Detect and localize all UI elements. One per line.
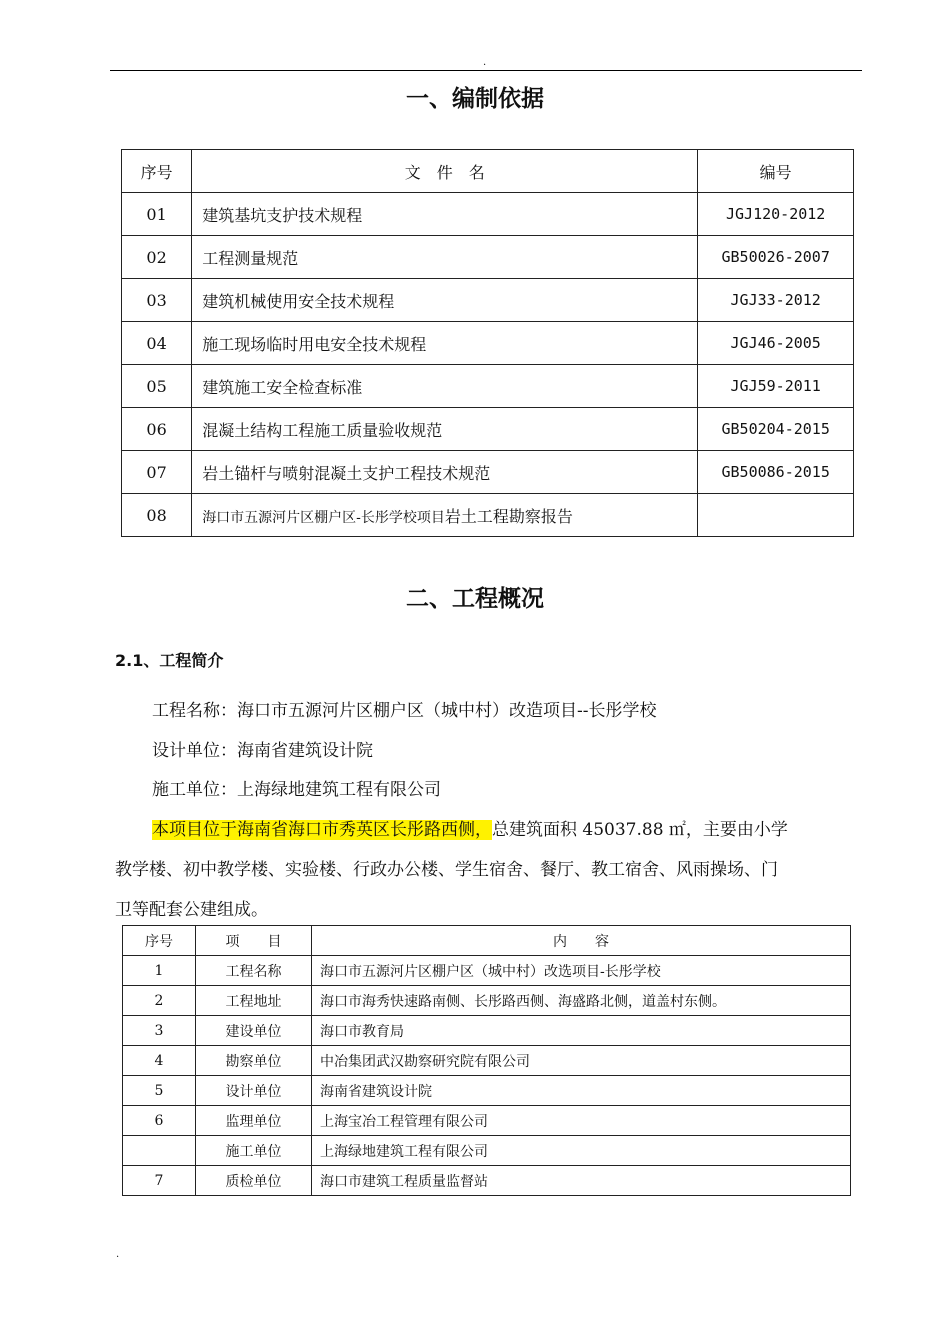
table-row: [122, 279, 854, 322]
table-row: [122, 365, 854, 408]
header-cell-name: 文 件 名: [192, 150, 698, 193]
cell-item: 工程地址: [196, 986, 312, 1016]
header-cell-no: 序号: [122, 150, 192, 193]
table-row: [123, 956, 851, 986]
construction-unit-line: 施工单位：上海绿地建筑工程有限公司: [152, 780, 441, 800]
cell-code: GB50204-2015: [698, 408, 854, 451]
table-row: [122, 408, 854, 451]
cell-name: 施工现场临时用电安全技术规程: [192, 322, 698, 365]
description-line-2: 教学楼、初中教学楼、实验楼、行政办公楼、学生宿舍、餐厅、教工宿舍、风雨操场、门: [115, 860, 778, 880]
cell-name-part1: 海口市五源河片区棚户区-长彤学校项目: [202, 509, 445, 526]
cell-item: 建设单位: [196, 1016, 312, 1046]
table-row: [122, 494, 854, 537]
table-header-row: [122, 150, 854, 193]
table-row: [123, 1046, 851, 1076]
cell-no: 02: [122, 236, 192, 279]
cell-code: JGJ59-2011: [698, 365, 854, 408]
cell-content: 海口市海秀快速路南侧、长彤路西侧、海盛路北侧，道盖村东侧。: [312, 986, 851, 1016]
cell-code: JGJ33-2012: [698, 279, 854, 322]
table-row: [122, 193, 854, 236]
cell-code: JGJ120-2012: [698, 193, 854, 236]
table-row: [123, 1106, 851, 1136]
cell-no: 7: [123, 1166, 196, 1196]
cell-content: 上海宝冶工程管理有限公司: [312, 1106, 851, 1136]
cell-name: [192, 494, 698, 537]
cell-item: 工程名称: [196, 956, 312, 986]
header-cell-content: 内 容: [312, 926, 851, 956]
cell-no: 6: [123, 1106, 196, 1136]
cell-name-part2: 岩土工程勘察报告: [444, 506, 573, 526]
table-row: [122, 236, 854, 279]
cell-content: 海口市建筑工程质量监督站: [312, 1166, 851, 1196]
cell-code: GB50026-2007: [698, 236, 854, 279]
project-info-table: [122, 925, 851, 1196]
cell-no: 07: [122, 451, 192, 494]
description-line-1: [115, 810, 860, 850]
table-row: [123, 986, 851, 1016]
cell-no: [123, 1136, 196, 1166]
cell-item: 质检单位: [196, 1166, 312, 1196]
cell-no: 5: [123, 1076, 196, 1106]
cell-content: 海口市五源河片区棚户区（城中村）改选项目-长彤学校: [312, 956, 851, 986]
cell-item: 施工单位: [196, 1136, 312, 1166]
header-cell-code: 编号: [698, 150, 854, 193]
header-rule: [110, 70, 862, 71]
table-row: [123, 1166, 851, 1196]
cell-name: 建筑机械使用安全技术规程: [192, 279, 698, 322]
highlighted-location: 本项目位于海南省海口市秀英区长彤路西侧，: [152, 820, 492, 840]
section1-title: 一、编制依据: [406, 86, 544, 112]
cell-name: 建筑施工安全检查标准: [192, 365, 698, 408]
cell-no: 05: [122, 365, 192, 408]
cell-no: 03: [122, 279, 192, 322]
table-row: [123, 1016, 851, 1046]
cell-name: 建筑基坑支护技术规程: [192, 193, 698, 236]
header-cell-item: 项 目: [196, 926, 312, 956]
header-cell-no: 序号: [123, 926, 196, 956]
cell-no: 2: [123, 986, 196, 1016]
cell-content: 海口市教育局: [312, 1016, 851, 1046]
footer-dot: .: [116, 1249, 120, 1260]
cell-content: 上海绿地建筑工程有限公司: [312, 1136, 851, 1166]
section2-title: 二、工程概况: [406, 586, 544, 612]
cell-name: 工程测量规范: [192, 236, 698, 279]
table-row: [122, 451, 854, 494]
cell-no: 4: [123, 1046, 196, 1076]
cell-name: 混凝土结构工程施工质量验收规范: [192, 408, 698, 451]
table-header-row: [123, 926, 851, 956]
design-unit-line: 设计单位：海南省建筑设计院: [152, 741, 373, 761]
header-dot: .: [483, 57, 487, 68]
table-row: [123, 1136, 851, 1166]
cell-content: 海南省建筑设计院: [312, 1076, 851, 1106]
project-name-line: 工程名称：海口市五源河片区棚户区（城中村）改造项目--长彤学校: [152, 701, 657, 721]
table-row: [122, 322, 854, 365]
cell-item: 设计单位: [196, 1076, 312, 1106]
cell-no: 08: [122, 494, 192, 537]
cell-item: 勘察单位: [196, 1046, 312, 1076]
cell-no: 04: [122, 322, 192, 365]
cell-code: GB50086-2015: [698, 451, 854, 494]
cell-no: 01: [122, 193, 192, 236]
description-text: 总建筑面积 45037.88 ㎡，主要由小学: [492, 820, 788, 840]
cell-name: 岩土锚杆与喷射混凝土支护工程技术规范: [192, 451, 698, 494]
cell-code: [698, 494, 854, 537]
reference-table: [121, 149, 854, 537]
cell-no: 1: [123, 956, 196, 986]
cell-no: 3: [123, 1016, 196, 1046]
cell-content: 中冶集团武汉勘察研究院有限公司: [312, 1046, 851, 1076]
cell-code: JGJ46-2005: [698, 322, 854, 365]
subsection-title: 2.1、工程简介: [115, 651, 224, 670]
cell-item: 监理单位: [196, 1106, 312, 1136]
table-row: [123, 1076, 851, 1106]
description-line-3: 卫等配套公建组成。: [115, 900, 268, 920]
cell-no: 06: [122, 408, 192, 451]
